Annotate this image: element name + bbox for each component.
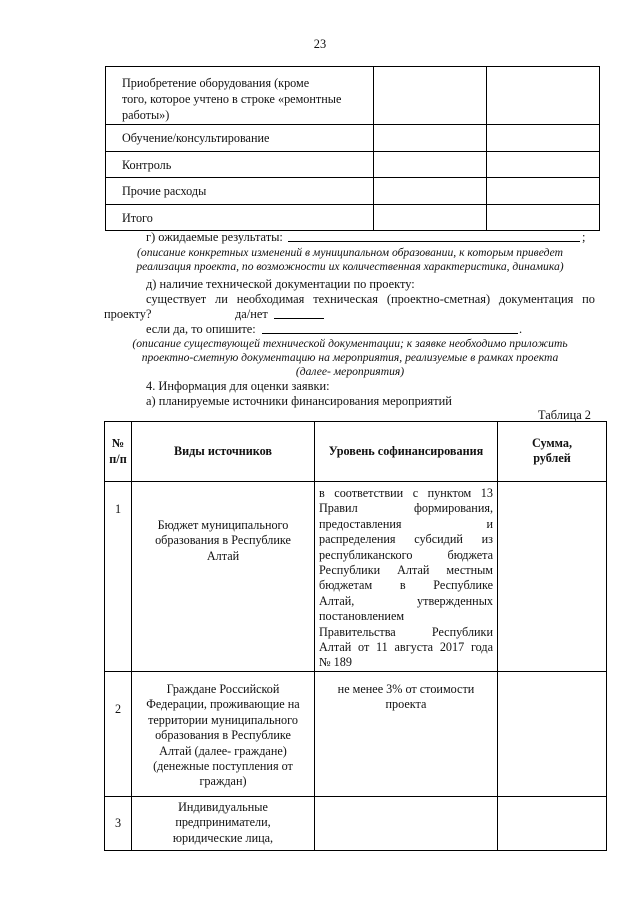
table-cell: Итого <box>106 205 374 231</box>
table-row <box>105 671 607 796</box>
row-number: 1 <box>105 482 132 672</box>
header-source: Виды источников <box>132 422 315 482</box>
table-cell: Приобретение оборудования (кроме того, которое учтено в строке «ремонтные работы») <box>106 67 374 125</box>
table-cell <box>487 205 600 231</box>
table-row <box>105 482 607 672</box>
fill-line <box>288 230 580 242</box>
sum-cell <box>498 482 607 672</box>
source-cell: Бюджет муниципального образования в Республике Алтай <box>132 482 315 672</box>
table-row <box>106 125 600 152</box>
table-cell <box>487 125 600 152</box>
level-cell: не менее 3% от стоимости проекта <box>315 671 498 796</box>
table-header-row <box>105 422 607 482</box>
table-row <box>106 67 600 125</box>
table-row <box>105 796 607 850</box>
table-cell: Обучение/консультирование <box>106 125 374 152</box>
expenses-table <box>105 66 600 231</box>
row-number: 3 <box>105 796 132 850</box>
table-cell <box>487 67 600 125</box>
row-number: 2 <box>105 671 132 796</box>
header-level: Уровень софинансирования <box>315 422 498 482</box>
page-number: 23 <box>313 37 327 51</box>
header-sum: Сумма, рублей <box>498 422 607 482</box>
table-cell <box>374 67 487 125</box>
financing-sources-table <box>104 421 607 851</box>
table-cell <box>374 125 487 152</box>
expected-results-note: (описание конкретных изменений в муниципальном образовании, к которым приведет реализация проекта, по возможности их количественная характеристика, динамика) <box>136 246 564 273</box>
table-cell <box>487 152 600 178</box>
table-cell: Контроль <box>106 152 374 178</box>
table-cell <box>487 178 600 205</box>
table-cell: Прочие расходы <box>106 178 374 205</box>
level-cell <box>315 796 498 850</box>
fill-line <box>274 307 324 319</box>
sum-cell <box>498 796 607 850</box>
table-row <box>106 152 600 178</box>
source-cell: Индивидуальные предприниматели, юридические лица, <box>132 796 315 850</box>
fill-line <box>262 322 518 334</box>
table-cell <box>374 178 487 205</box>
table-cell <box>374 152 487 178</box>
sum-cell <box>498 671 607 796</box>
level-cell: в соответствии с пунктом 13 Правил формирования, предоставления и распределения субсидий из республиканского бюджета Республики Алтай местным бюджетам в Республике Алтай, утвержденных постановлением Правительства Республики Алтай от 11 августа 2017 года № 189 <box>315 482 498 672</box>
table-row <box>106 205 600 231</box>
source-cell: Граждане Российской Федерации, проживающие на территории муниципального образования в Республике Алтай (далее- граждане) (денежные поступления от граждан) <box>132 671 315 796</box>
table-cell <box>374 205 487 231</box>
header-number: № п/п <box>105 422 132 482</box>
table-row <box>106 178 600 205</box>
tech-doc-note: (описание существующей технической документации; к заявке необходимо приложить проектно-сметную документацию на мероприятия, реализуемые в рамках проекта (далее- мероприятия) <box>132 337 568 378</box>
